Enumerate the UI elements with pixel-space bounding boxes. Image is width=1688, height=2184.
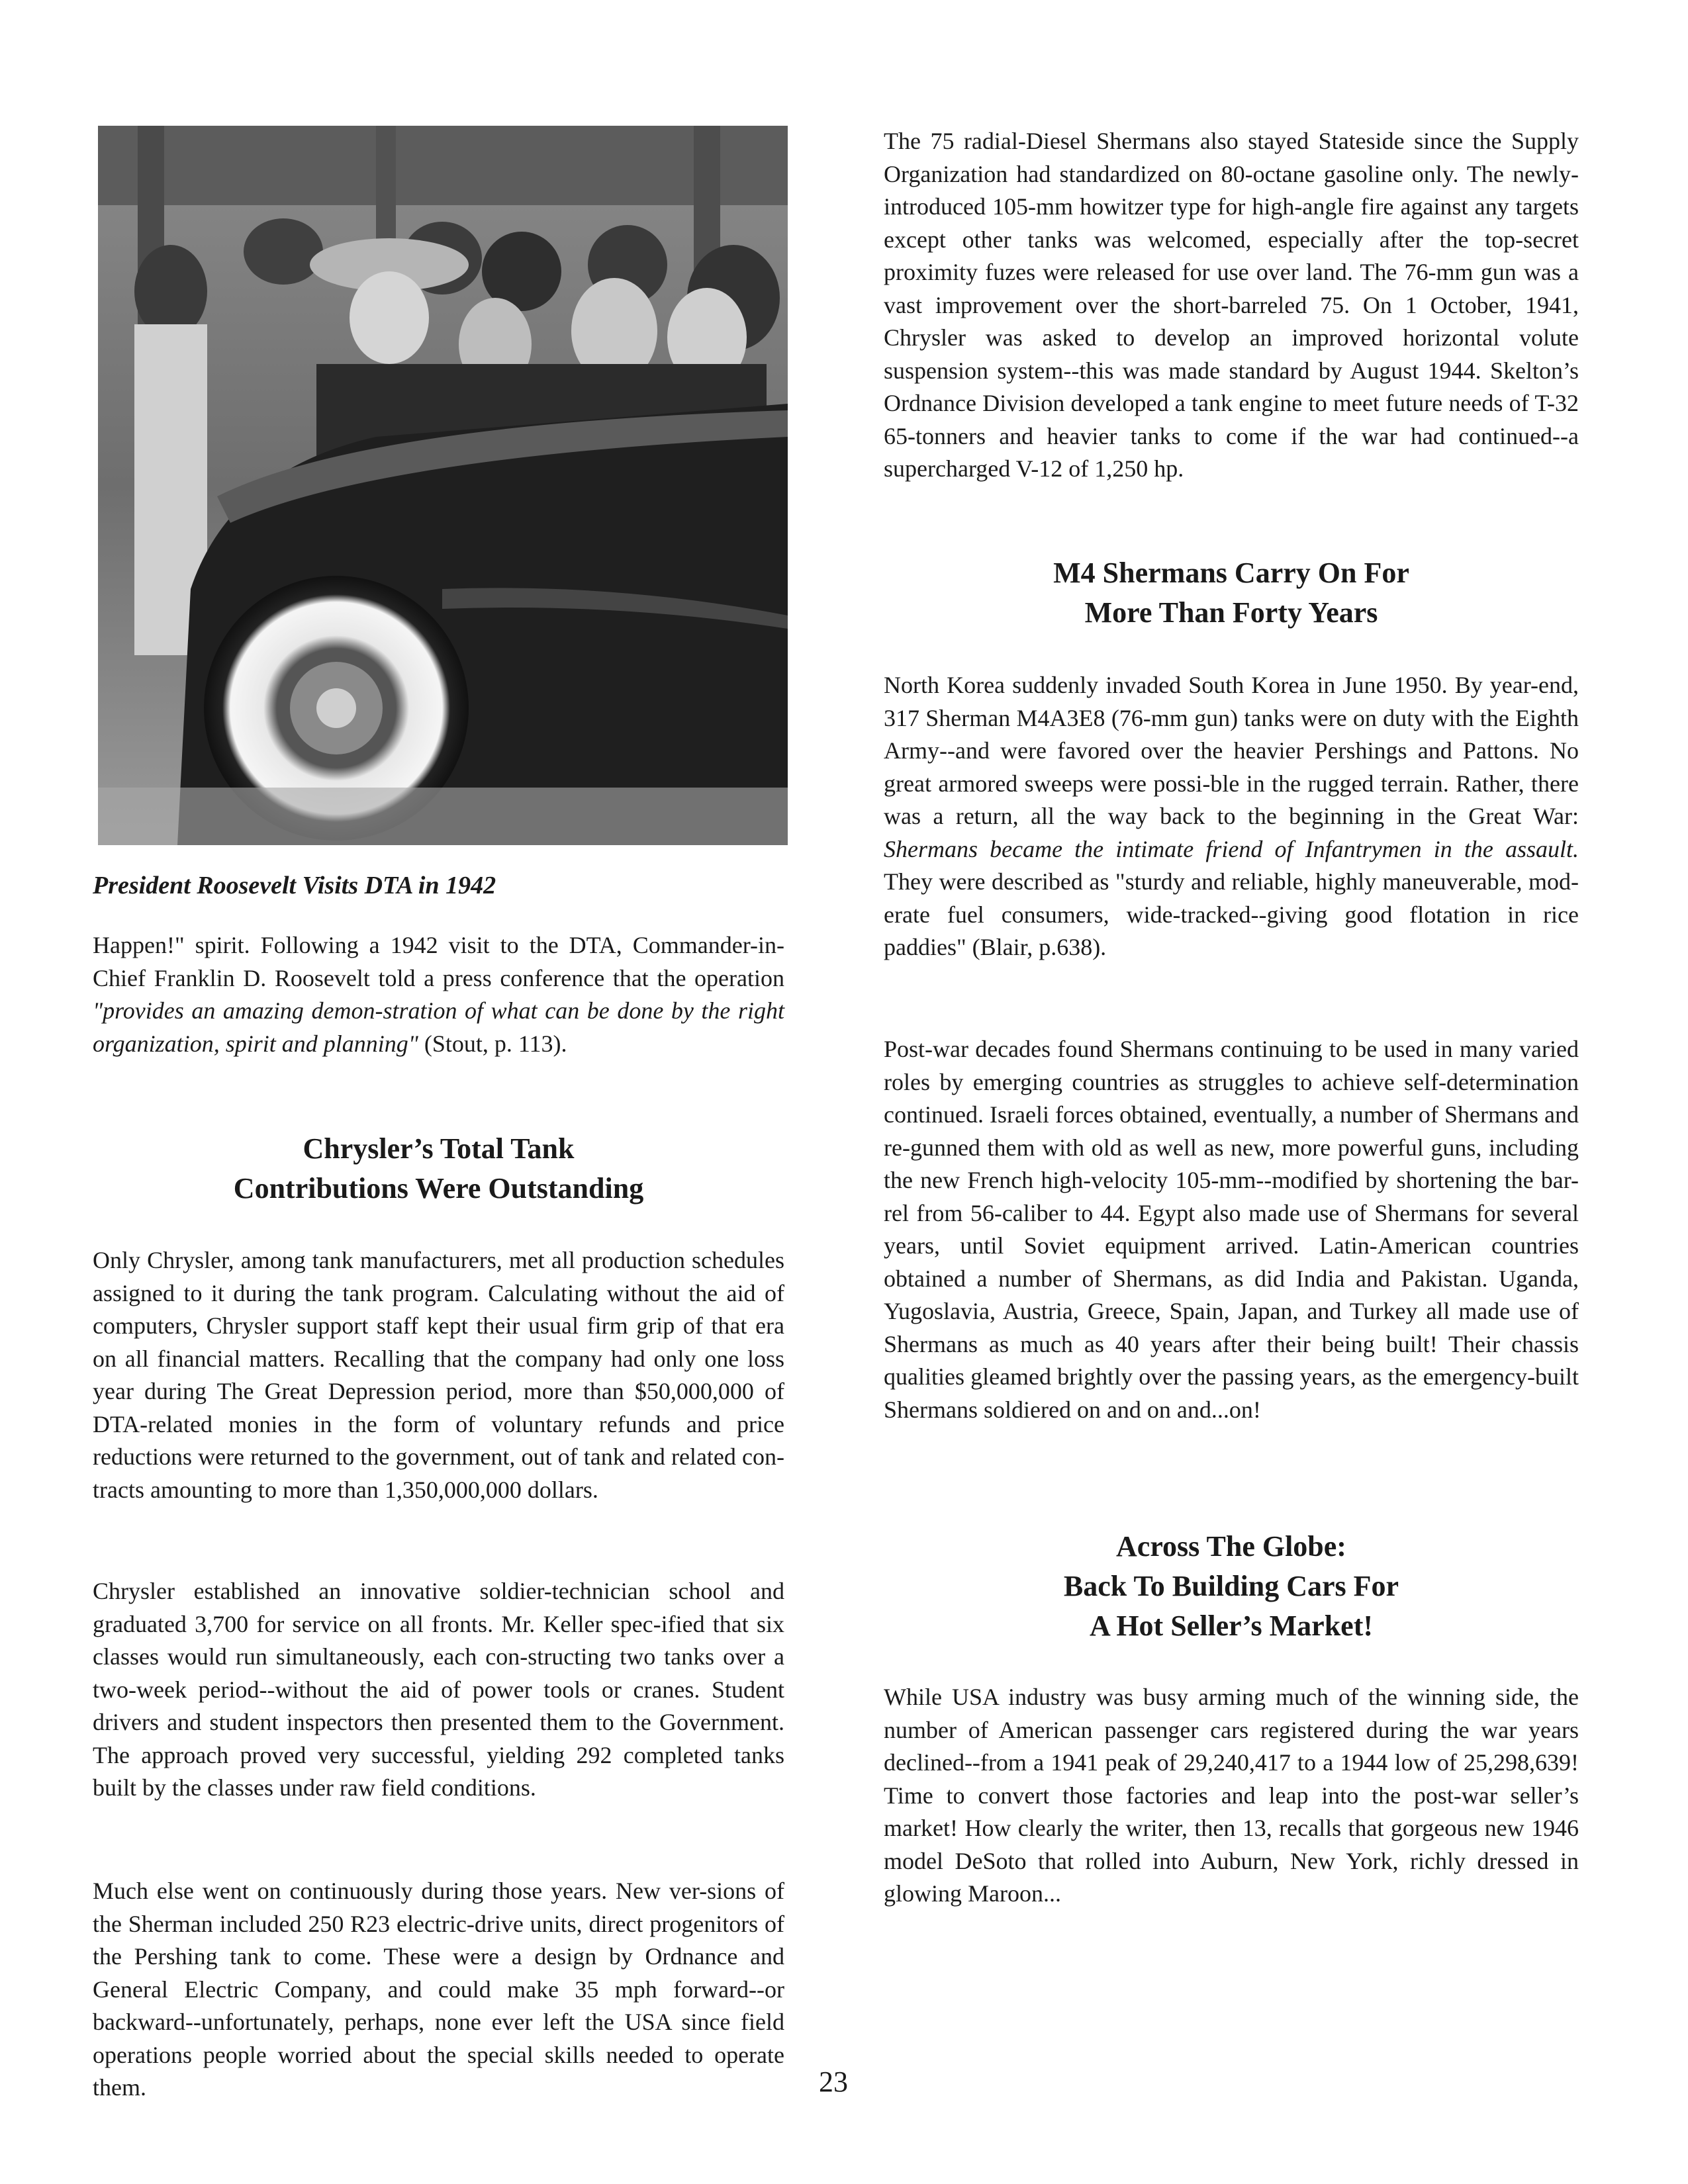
heading-m4-shermans (884, 553, 1579, 633)
heading-line: More Than Forty Years (1084, 596, 1378, 629)
page-number: 23 (819, 2066, 848, 2098)
heading-line: A Hot Seller’s Market! (1089, 1610, 1374, 1642)
heading-line: Back To Building Cars For (1063, 1570, 1399, 1602)
heading-line: Chrysler’s Total Tank (303, 1132, 575, 1165)
right-paragraph-2-text: North Korea suddenly invaded South Korea in June 1950. By year-end, 317 Sherman M4A3E8 (76-mm gun) tanks were on duty with the Eighth Army--and were favored over the heavier Pershings and Pattons. No great armored sweeps were possi-ble in the rugged terrain. Rather, there was a return, all the way back to the beginning in the Great War: (884, 672, 1579, 829)
heading-line: Across The Globe: (1116, 1530, 1346, 1563)
right-paragraph-3: Post-war decades found Shermans continuing to be used in many varied roles by emerging countries as struggles to achieve self-determination continued. Israeli forces obtained, eventually, a number of Shermans and re-gunned them with old as well as new, more powerful guns, including the new French high-velocity 105-mm--modified by shortening the bar-rel from 56-caliber to 44. Egypt also made use of Shermans for several years, until Soviet equipment arrived. Latin-American countries obtained a number of Shermans, as did India and Pakistan. Uganda, Yugoslavia, Austria, Greece, Spain, Japan, and Turkey all made use of Shermans as much as 40 years after their being built! Their chassis qualities gleamed brightly over the passing years, as the emergency-built Shermans soldiered on and on and...on! (884, 1036, 1579, 1423)
heading-line: Contributions Were Outstanding (233, 1172, 644, 1205)
photo-caption: President Roosevelt Visits DTA in 1942 (93, 872, 496, 899)
roosevelt-car-photo (98, 126, 788, 845)
left-paragraph-1-text: Happen!" spirit. Following a 1942 visit to the DTA, Commander-in-Chief Franklin D. Roosevelt told a press conference that the operation (93, 932, 784, 991)
left-paragraph-1 (93, 929, 784, 1060)
heading-line: M4 Shermans Carry On For (1053, 557, 1409, 589)
right-paragraph-2-text-end: They were described as "sturdy and reliable, highly maneuverable, mod-erate fuel consumers, wide-tracked--giving good flotation in rice paddies" (Blair, p.638). (884, 868, 1579, 960)
left-paragraph-1-quote: "provides an amazing demon-stration of what can be done by the right organization, spirit and planning" (93, 997, 784, 1057)
right-paragraph-1: The 75 radial-Diesel Shermans also stayed Stateside since the Supply Organization had standardized on 80-octane gasoline only. The newly-introduced 105-mm howitzer type for high-angle fire against any targets except other tanks was welcomed, especially after the top-secret proximity fuzes were released for use over land. The 76-mm gun was a vast improvement over the short-barreled 75. On 1 October, 1941, Chrysler was asked to develop an improved horizontal volute suspension system--this was made standard by August 1944. Skelton’s Ordnance Division developed a tank engine to meet future needs of T-32 65-tonners and heavier tanks to come if the war had continued--a supercharged V-12 of 1,250 hp. (884, 128, 1579, 482)
heading-across-the-globe (884, 1527, 1579, 1646)
left-paragraph-4: Much else went on continuously during those years. New ver-sions of the Sherman included 250 R23 electric-drive units, direct progenitors of the Pershing tank to come. These were a design by Ordnance and General Electric Company, and could make 35 mph forward--or backward--unfortunately, perhaps, none ever left the USA since field operations people worried about the special skills needed to operate them. (93, 1878, 784, 2101)
heading-chrysler-contributions (93, 1129, 784, 1208)
right-paragraph-4: While USA industry was busy arming much of the winning side, the number of American passenger cars registered during the war years declined--from a 1941 peak of 29,240,417 to a 1944 low of 25,298,639! Time to convert those factories and leap into the post-war seller’s market! How clearly the writer, then 13, recalls that gorgeous new 1946 model DeSoto that rolled into Auburn, New York, richly dressed in glowing Maroon... (884, 1684, 1579, 1907)
left-paragraph-1-citation: (Stout, p. 113). (418, 1030, 567, 1057)
right-paragraph-2-emphasis: Shermans became the intimate friend of Infantrymen in the assault. (884, 835, 1579, 862)
left-paragraph-2: Only Chrysler, among tank manufacturers, met all production schedules assigned to it during the tank program. Calculating without the aid of computers, Chrysler support staff kept their usual firm grip of that era on all financial matters. Recalling that the company had only one loss year during The Great Depression period, more than $50,000,000 of DTA-related monies in the form of voluntary refunds and price reductions were returned to the government, out of tank and related con-tracts amounting to more than 1,350,000,000 dollars. (93, 1247, 784, 1503)
left-paragraph-3: Chrysler established an innovative soldier-technician school and graduated 3,700 for service on all fronts. Mr. Keller spec-ified that six classes would run simultaneously, each con-structing two tanks over a two-week period--without the aid of power tools or cranes. Student drivers and student inspectors then presented them to the Government. The approach proved very successful, yielding 292 completed tanks built by the classes under raw field conditions. (93, 1578, 784, 1801)
right-paragraph-2 (884, 669, 1579, 964)
